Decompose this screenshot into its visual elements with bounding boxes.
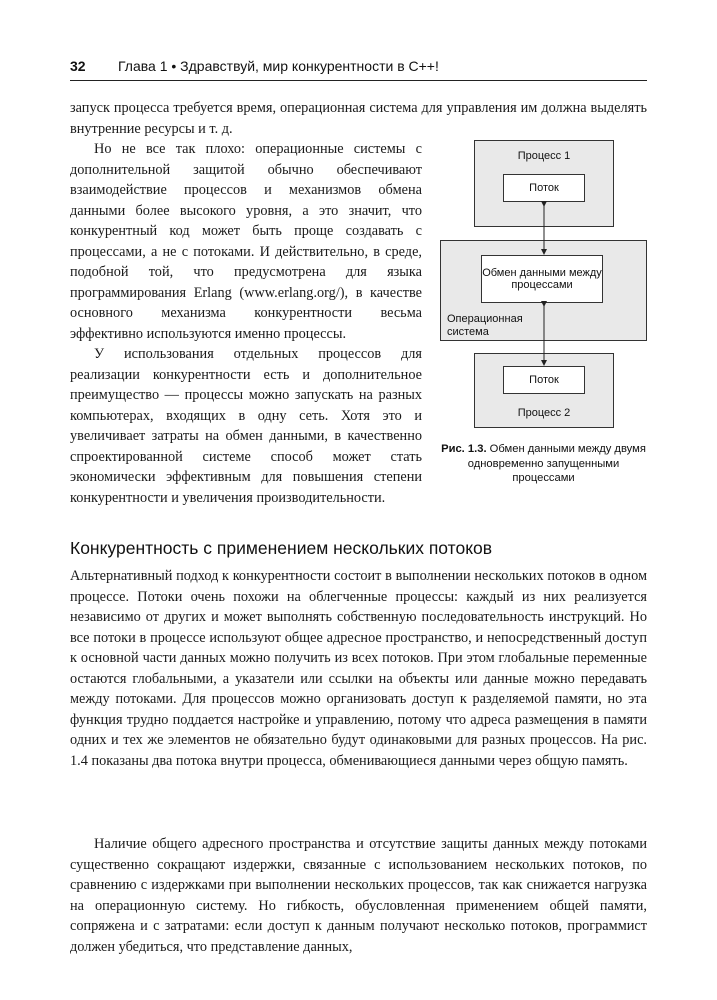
thread-1-label: Поток	[529, 182, 559, 194]
running-header	[70, 56, 647, 80]
paragraph-3: У использования отдельных процессов для реализации конкурентности есть и дополнительное преимущество — процессы можно запускать на разных компьютерах, входящих в одну сеть. Хотя это и увеличивает затраты на обмен данными, в качественно спроектированной системе способ может стать экономически эффективным для повышения степени конкурентности и увеличения производительности.	[70, 346, 422, 506]
thread-2-label: Поток	[529, 374, 559, 386]
paragraph-5: Наличие общего адресного пространства и отсутствие защиты данных между потоками существенно сокращают издержки, связанные с использованием нескольких потоков, по сравнению с издержками при выполнении нескольких процессов, так как снижается нагрузка на операционную систему. Но гибкость, обусловленная применением общей памяти, сопряжена и с затратами: если доступ к данным получают несколько потоков, программист должен убедиться, что представление данных,	[70, 836, 647, 955]
figure-caption-number: Рис. 1.3.	[441, 443, 487, 455]
section-heading: Конкурентность с применением нескольких потоков	[70, 538, 493, 558]
paragraph-4: Альтернативный подход к конкурентности состоит в выполнении нескольких потоков в одном процессе. Потоки очень похожи на облегченные процессы: каждый из них реализуется независимо от других и может выполнять собственную последовательность инструкций. Но все потоки в процессе используют общее адресное пространство, и непосредственный доступ к основной части данных можно получить из всех потоков. При этом глобальные переменные остаются глобальными, а указатели или ссылки на объекты или данные можно передавать между потоками. Для процессов можно организовать доступ к разделяемой памяти, но эта функция трудно поддается настройке и управлению, потому что адреса размещения в памяти одних и тех же элементов не обязательно будут одинаковыми для разных процессов. На рис. 1.4 показаны два потока внутри процесса, обменивающиеся данными через общую память.	[70, 568, 647, 769]
figure-caption-text: Обмен данными между двумя одновременно запущенными процессами	[467, 443, 646, 484]
chapter-title: Глава 1 • Здравствуй, мир конкурентности в C++!	[118, 58, 439, 74]
ipc-label: Обмен данными между процессами	[482, 267, 602, 291]
figure-1-3	[440, 140, 647, 500]
figure-caption	[440, 442, 647, 486]
paragraph-2: Но не все так плохо: операционные системы с дополнительной защитой обычно обеспечивают взаимодействие процессов и механизмов обмена данными более высокого уровня, а это значит, что конкурентный код может быть проще создавать с процессами, а не с потоками. И действительно, в среде, подобной той, что предусмотрена для языка программирования Erlang (www.erlang.org/), в качестве основного механизма конкурентности весьма эффективно используются именно процессы.	[70, 141, 422, 342]
process-1-label: Процесс 1	[517, 150, 571, 162]
page-number: 32	[70, 58, 86, 74]
header-rule	[70, 80, 647, 81]
paragraph-1: запуск процесса требуется время, операционная система для управления им должна выделять внутренние ресурсы и т. д.	[70, 100, 647, 137]
process-2-label: Процесс 2	[517, 407, 571, 419]
os-label: Операционная система	[447, 313, 523, 338]
connector-arrows	[440, 140, 647, 440]
